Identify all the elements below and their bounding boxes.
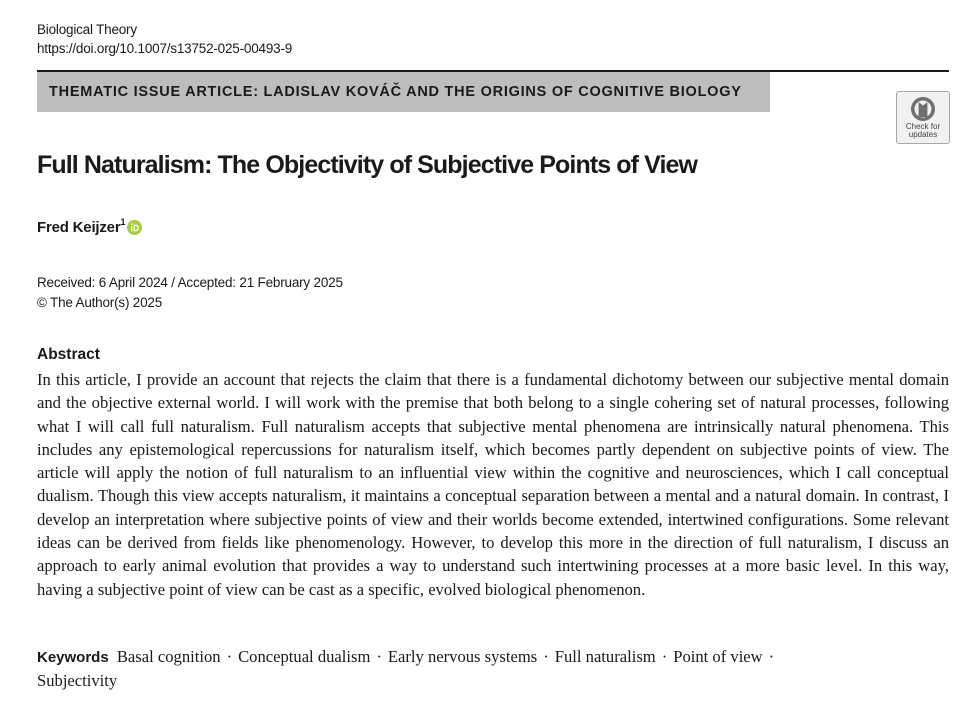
article-dates bbox=[37, 273, 343, 313]
keyword: Conceptual dualism bbox=[238, 647, 371, 666]
thematic-issue-banner: THEMATIC ISSUE ARTICLE: LADISLAV KOVÁČ AND THE ORIGINS OF COGNITIVE BIOLOGY bbox=[37, 72, 770, 112]
check-for-updates-icon bbox=[910, 96, 936, 122]
keyword-separator: · bbox=[543, 647, 549, 666]
keyword: Point of view bbox=[673, 647, 763, 666]
keyword-separator: · bbox=[226, 647, 233, 666]
keyword-separator: · bbox=[661, 647, 668, 666]
journal-header bbox=[37, 20, 292, 58]
doi-link[interactable]: https://doi.org/10.1007/s13752-025-00493-9 bbox=[37, 41, 293, 56]
keywords-label: Keywords bbox=[37, 649, 109, 666]
keyword-separator: · bbox=[768, 647, 775, 666]
check-for-updates-label: Check for updates bbox=[905, 122, 941, 139]
keyword: Full naturalism bbox=[554, 647, 656, 666]
author-affiliation: 1 bbox=[120, 217, 126, 227]
keywords-section bbox=[37, 645, 949, 692]
received-accepted: Received: 6 April 2024 / Accepted: 21 February 2025 bbox=[37, 275, 343, 290]
keyword: Subjectivity bbox=[37, 671, 118, 690]
journal-name: Biological Theory bbox=[37, 22, 137, 37]
keyword-separator: · bbox=[376, 647, 382, 666]
orcid-icon[interactable] bbox=[127, 220, 142, 235]
article-title: Full Naturalism: The Objectivity of Subjective Points of View bbox=[37, 151, 698, 179]
author-line bbox=[37, 219, 142, 236]
abstract-heading: Abstract bbox=[37, 346, 100, 363]
copyright: © The Author(s) 2025 bbox=[37, 295, 163, 310]
keyword: Basal cognition bbox=[116, 647, 221, 666]
author-name[interactable]: Fred Keijzer bbox=[37, 219, 121, 236]
keyword: Early nervous systems bbox=[387, 647, 538, 666]
abstract-text: In this article, I provide an account that rejects the claim that there is a fundamental dichotomy between our subjective mental domain and the objective external world. I will work with the premise that both belong to a single cohering set of natural processes, following what I will call full naturalism. Full naturalism accepts that subjective mental phenomena are intrinsically natural phenomena. This includes any epistemological repercussions for naturalism itself, which becomes partly dependent on subjective points of view. The article will apply the notion of full naturalism to an influential view within the cognitive and neurosciences, which I call conceptual dualism. Though this view accepts naturalism, it maintains a conceptual separation between a mental and a natural domain. In contrast, I develop an interpretation where subjective points of view and their worlds become extended, intertwined configurations. Some relevant ideas can be derived from fields like phenomenology. However, to develop this more in the direction of full naturalism, I discuss an approach to early animal evolution that provides a way to understand such intertwining processes at a more basic level. In this way, having a subjective point of view can be cast as a specific, evolved biological phenomenon. bbox=[37, 370, 949, 599]
check-for-updates-button[interactable] bbox=[896, 91, 950, 144]
